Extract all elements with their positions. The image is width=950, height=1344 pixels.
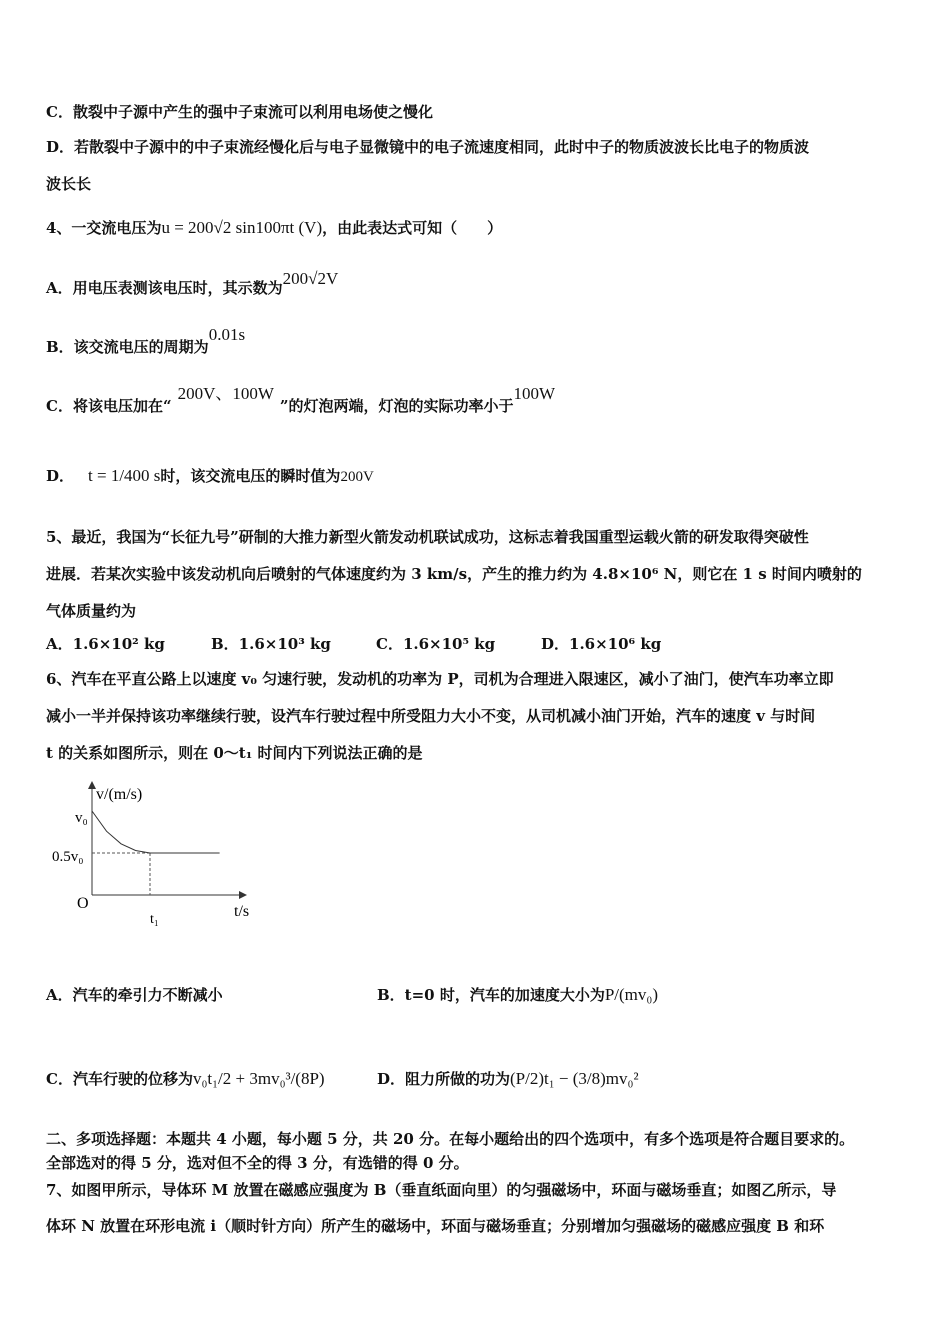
q6-option-c [46,1057,325,1101]
q4-option-b [46,325,246,357]
q4-option-a-text: A．用电压表测该电压时，其示数为 [46,279,283,297]
q4-option-a-value: 200√2V [282,269,339,288]
velocity-curve [92,811,150,853]
q5-line1: 5、最近，我国为“长征九号”研制的大推力新型火箭发动机联试成功，这标志着我国重型运载火箭的研发取得突破性 [46,528,809,546]
q6-option-d-value: (P/2)t₁ − (3/8)mv₀² [510,1069,639,1088]
y-tick-v0: v₀ [75,810,88,826]
q4-option-c-post: ”的灯泡两端，灯泡的实际功率小于 [279,397,514,415]
q4-stem-prefix: 4、一交流电压为 [46,219,162,237]
q5-option-c: C．1.6×10⁵ kg [376,635,496,653]
q6-option-b [377,966,658,1024]
q7-line1: 7、如图甲所示，导体环 M 放置在磁感应强度为 B（垂直纸面向里）的匀强磁场中，环面与磁场垂直；如图乙所示，导 [46,1181,837,1199]
q4-option-d-text: 时，该交流电压的瞬时值为 [160,467,341,485]
q6-option-d-text: D．阻力所做的功为 [377,1070,511,1088]
vt-graph [40,775,270,935]
q5-option-b: B．1.6×10³ kg [211,635,331,653]
q6-line1: 6、汽车在平直公路上以速度 v₀ 匀速行驶，发动机的功率为 P，司机为合理进入限速区，减小了油门，使汽车功率立即 [46,670,834,688]
q6-option-c-text: C．汽车行驶的位移为 [46,1070,193,1088]
q4-option-c-pre: C．将该电压加在“ [46,397,172,415]
q7-line2: 体环 N 放置在环形电流 i（顺时针方向）所产生的磁场中，环面与磁场垂直；分别增加匀强磁场的磁感应强度 B 和环 [46,1217,825,1235]
q4-option-d-value: 200V [340,469,374,485]
q4-option-d [46,456,374,497]
origin-label: O [77,895,89,912]
q3-option-d-line1: D．若散裂中子源中的中子束流经慢化后与电子显微镜中的电子流速度相同，此时中子的物质波波长比电子的物质波 [46,138,810,156]
q5-option-a: A．1.6×10² kg [46,635,165,653]
q3-option-d-line2: 波长长 [46,175,92,193]
q6-line2: 减小一半并保持该功率继续行驶，设汽车行驶过程中所受阻力大小不变，从司机减小油门开始，汽车的速度 v 与时间 [46,707,816,725]
x-axis-label: t/s [234,903,250,920]
q4-option-b-value: 0.01s [208,325,246,344]
section2-line2: 全部选对的得 5 分，选对但不全的得 3 分，有选错的得 0 分。 [46,1154,469,1172]
x-tick-t1: t₁ [150,912,159,927]
q5-line2: 进展．若某次实验中该发动机向后喷射的气体速度约为 3 km/s，产生的推力约为 4.8×10⁶ N，则它在 1 s 时间内喷射的 [46,565,862,583]
q6-option-c-value: v₀t₁/2 + 3mv₀³/(8P) [192,1069,325,1088]
q4-option-c-value: 100W [513,384,556,403]
q3-option-c: C．散裂中子源中产生的强中子束流可以利用电场使之慢化 [46,103,433,121]
q5-option-d: D．1.6×10⁶ kg [541,635,662,653]
q6-option-d [377,1057,639,1101]
q6-option-a: A．汽车的牵引力不断减小 [46,986,223,1004]
section2-line1: 二、多项选择题：本题共 4 小题，每小题 5 分，共 20 分。在每小题给出的四个选项中，有多个选项是符合题目要求的。 [46,1130,855,1148]
q4-option-c-rating: 200V、100W [177,384,274,403]
q4-option-c [46,384,556,416]
q6-option-b-text: B．t=0 时，汽车的加速度大小为 [377,986,605,1004]
q5-line3: 气体质量约为 [46,602,137,620]
q4-option-b-text: B．该交流电压的周期为 [46,338,209,356]
q6-line3: t 的关系如图所示，则在 0～t₁ 时间内下列说法正确的是 [46,744,423,762]
y-tick-half-v0: 0.5v₀ [52,849,84,865]
q4-formula: u = 200√2 sin100πt (V) [161,218,323,237]
q4-option-d-label: D． [46,467,75,485]
q6-option-b-value: P/(mv₀) [604,985,658,1004]
q4-option-d-time: t = 1/400 s [88,466,161,485]
q4-option-a [46,269,339,298]
q4-stem [46,218,502,238]
y-axis-label: v/(m/s) [96,786,143,803]
q4-stem-suffix: ，由此表达式可知（ ） [322,219,503,237]
